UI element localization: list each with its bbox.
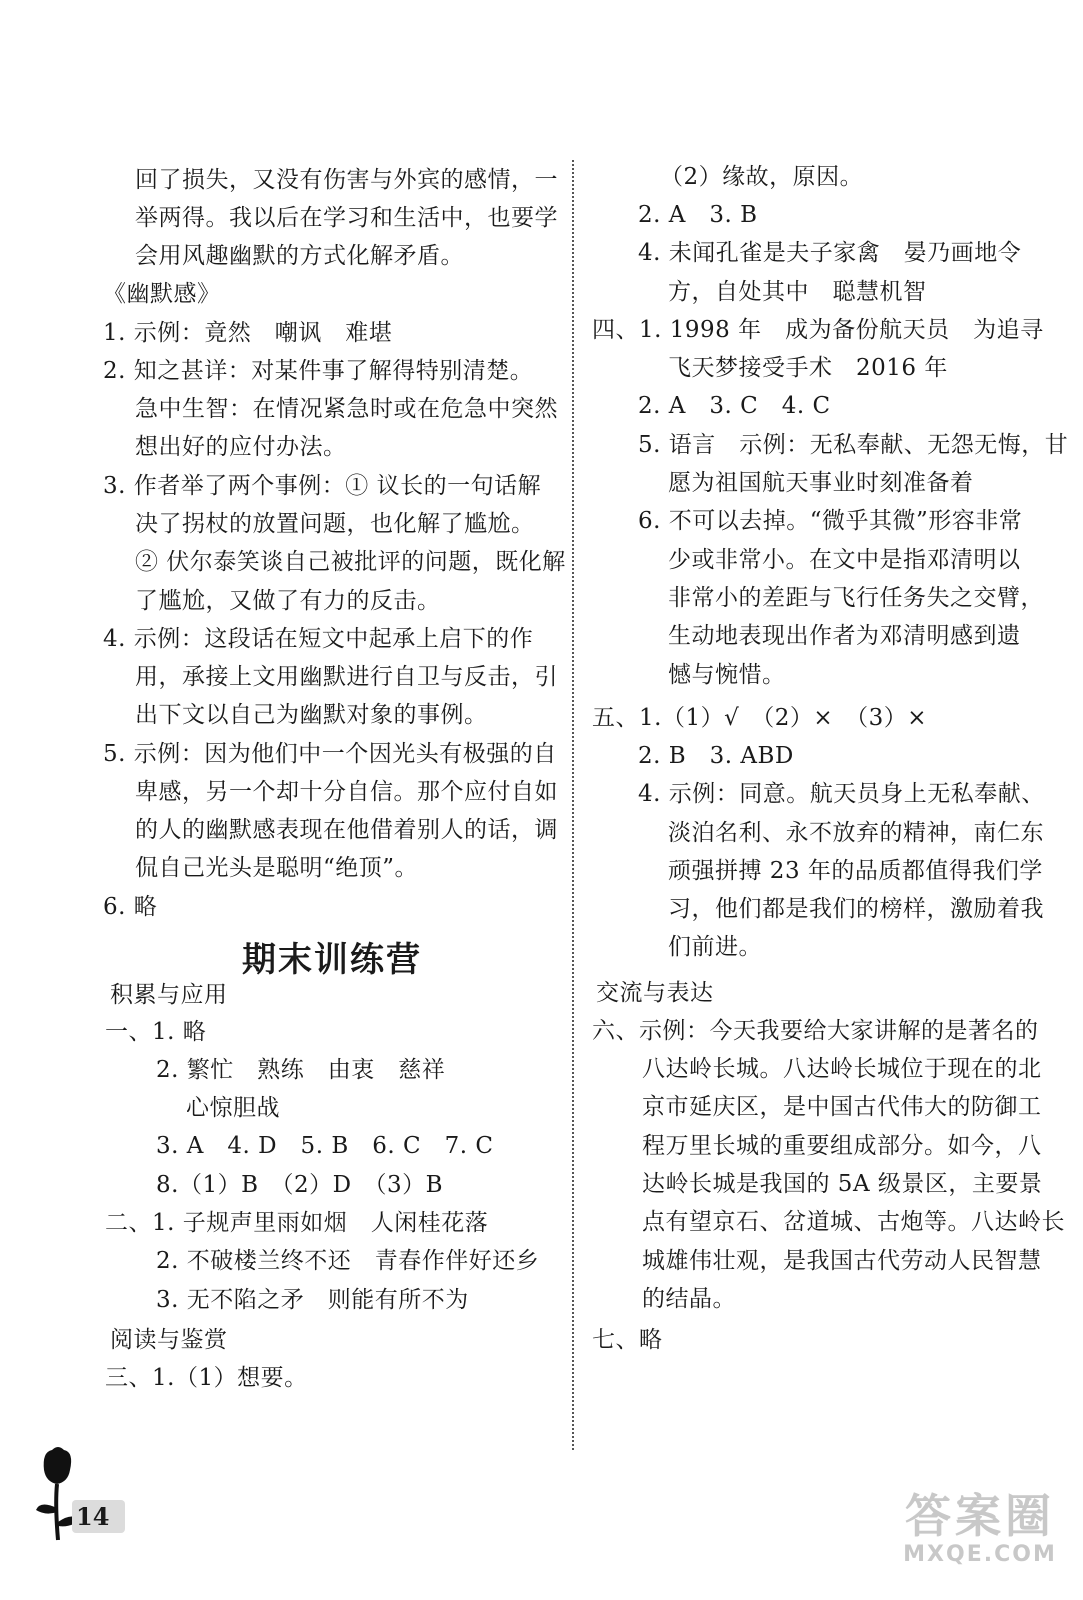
- page-heading: 期末训练营: [242, 940, 422, 980]
- section-title: 《幽默感》: [103, 281, 221, 307]
- text-line: 淡泊名利、永不放弃的精神，南仁东: [668, 820, 1044, 846]
- text-line: 用，承接上文用幽默进行自卫与反击，引: [135, 664, 558, 690]
- text-line: 3. A 4. D 5. B 6. C 7. C: [156, 1133, 494, 1159]
- text-line: 3. 作者举了两个事例：① 议长的一句话解: [103, 473, 542, 499]
- text-line: 心惊胆战: [186, 1095, 280, 1121]
- text-line: 4. 示例：同意。航天员身上无私奉献、: [638, 781, 1045, 807]
- section-title: 积累与应用: [110, 982, 228, 1008]
- text-line: 6. 略: [103, 894, 158, 920]
- text-line: 达岭长城是我国的 5A 级景区，主要景: [642, 1171, 1043, 1197]
- text-line: 城雄伟壮观，是我国古代劳动人民智慧: [642, 1248, 1042, 1274]
- text-line: 四、1. 1998 年 成为备份航天员 为追寻: [592, 317, 1044, 343]
- text-line: 2. A 3. C 4. C: [638, 393, 831, 419]
- text-line: 三、1.（1）想要。: [105, 1365, 308, 1391]
- section-title: 阅读与鉴赏: [110, 1327, 228, 1353]
- text-line: 点有望京石、岔道城、古炮等。八达岭长: [642, 1209, 1065, 1235]
- section-title: 交流与表达: [596, 980, 714, 1006]
- text-line: 想出好的应付办法。: [135, 434, 347, 460]
- text-line: 程万里长城的重要组成部分。如今，八: [642, 1133, 1042, 1159]
- text-line: 3. 无不陷之矛 则能有所不为: [156, 1287, 469, 1313]
- text-line: 8.（1）B （2）D （3）B: [156, 1172, 444, 1198]
- text-line: 习，他们都是我们的榜样，激励着我: [668, 896, 1044, 922]
- watermark: [890, 1490, 1070, 1568]
- text-line: 4. 示例：这段话在短文中起承上启下的作: [103, 626, 534, 652]
- text-line: 生动地表现出作者为邓清明感到遗: [668, 623, 1021, 649]
- text-line: 5. 语言 示例：无私奉献、无怨无悔，甘: [638, 432, 1069, 458]
- text-line: 京市延庆区，是中国古代伟大的防御工: [642, 1094, 1042, 1120]
- text-line: 2. B 3. ABD: [638, 743, 794, 769]
- text-line: 5. 示例：因为他们中一个因光头有极强的自: [103, 741, 557, 767]
- page-footer: [30, 1440, 140, 1550]
- flower-bud-icon: [30, 1440, 140, 1550]
- text-line: 2. 繁忙 熟练 由衷 慈祥: [156, 1057, 446, 1083]
- text-line: 急中生智：在情况紧急时或在危急中突然: [135, 396, 558, 422]
- text-line: 六、示例：今天我要给大家讲解的是著名的: [592, 1018, 1039, 1044]
- text-line: 二、1. 子规声里雨如烟 人闲桂花落: [105, 1210, 489, 1236]
- text-line: 方，自处其中 聪慧机智: [668, 279, 927, 305]
- text-line: 愿为祖国航天事业时刻准备着: [668, 470, 974, 496]
- text-line: ② 伏尔泰笑谈自己被批评的问题，既化解: [135, 549, 566, 575]
- text-line: 顽强拼搏 23 年的品质都值得我们学: [668, 858, 1043, 884]
- text-line: 2. 不破楼兰终不还 青春作伴好还乡: [156, 1248, 540, 1274]
- text-line: 非常小的差距与飞行任务失之交臂，: [668, 585, 1044, 611]
- text-line: 出下文以自己为幽默对象的事例。: [135, 702, 488, 728]
- text-line: 憾与惋惜。: [668, 662, 786, 688]
- text-line: 的结晶。: [642, 1286, 736, 1312]
- watermark-title: 答案圈: [905, 1489, 1055, 1543]
- text-line: 4. 未闻孔雀是夫子家禽 晏乃画地令: [638, 240, 1022, 266]
- text-line: 了尴尬，又做了有力的反击。: [135, 588, 441, 614]
- text-line: 们前进。: [668, 934, 762, 960]
- text-line: 决了拐杖的放置问题，也化解了尴尬。: [135, 511, 535, 537]
- text-line: 少或非常小。在文中是指邓清明以: [668, 547, 1021, 573]
- text-line: 七、略: [592, 1327, 663, 1353]
- text-line: 6. 不可以去掉。“微乎其微”形容非常: [638, 508, 1023, 534]
- text-line: 举两得。我以后在学习和生活中，也要学: [135, 205, 558, 231]
- text-line: 八达岭长城。八达岭长城位于现在的北: [642, 1056, 1042, 1082]
- text-line: 飞天梦接受手术 2016 年: [668, 355, 948, 381]
- text-line: 会用风趣幽默的方式化解矛盾。: [135, 243, 464, 269]
- text-line: 侃自己光头是聪明“绝顶”。: [135, 855, 419, 881]
- text-line: 2. 知之甚详：对某件事了解得特别清楚。: [103, 358, 534, 384]
- text-line: 一、1. 略: [105, 1019, 207, 1045]
- text-line: 的人的幽默感表现在他借着别人的话，调: [135, 817, 558, 843]
- text-line: 卑感，另一个却十分自信。那个应付自如: [135, 779, 558, 805]
- page-number: 14: [72, 1500, 125, 1533]
- watermark-url: MXQE.COM: [903, 1542, 1057, 1567]
- text-line: 1. 示例：竟然 嘲讽 难堪: [103, 320, 393, 346]
- text-line: 回了损失，又没有伤害与外宾的感情，一: [135, 167, 558, 193]
- text-line: 2. A 3. B: [638, 202, 758, 228]
- column-divider: [572, 160, 574, 1450]
- text-line: （2）缘故，原因。: [660, 164, 864, 190]
- text-line: 五、1.（1）√ （2）× （3）×: [592, 705, 928, 731]
